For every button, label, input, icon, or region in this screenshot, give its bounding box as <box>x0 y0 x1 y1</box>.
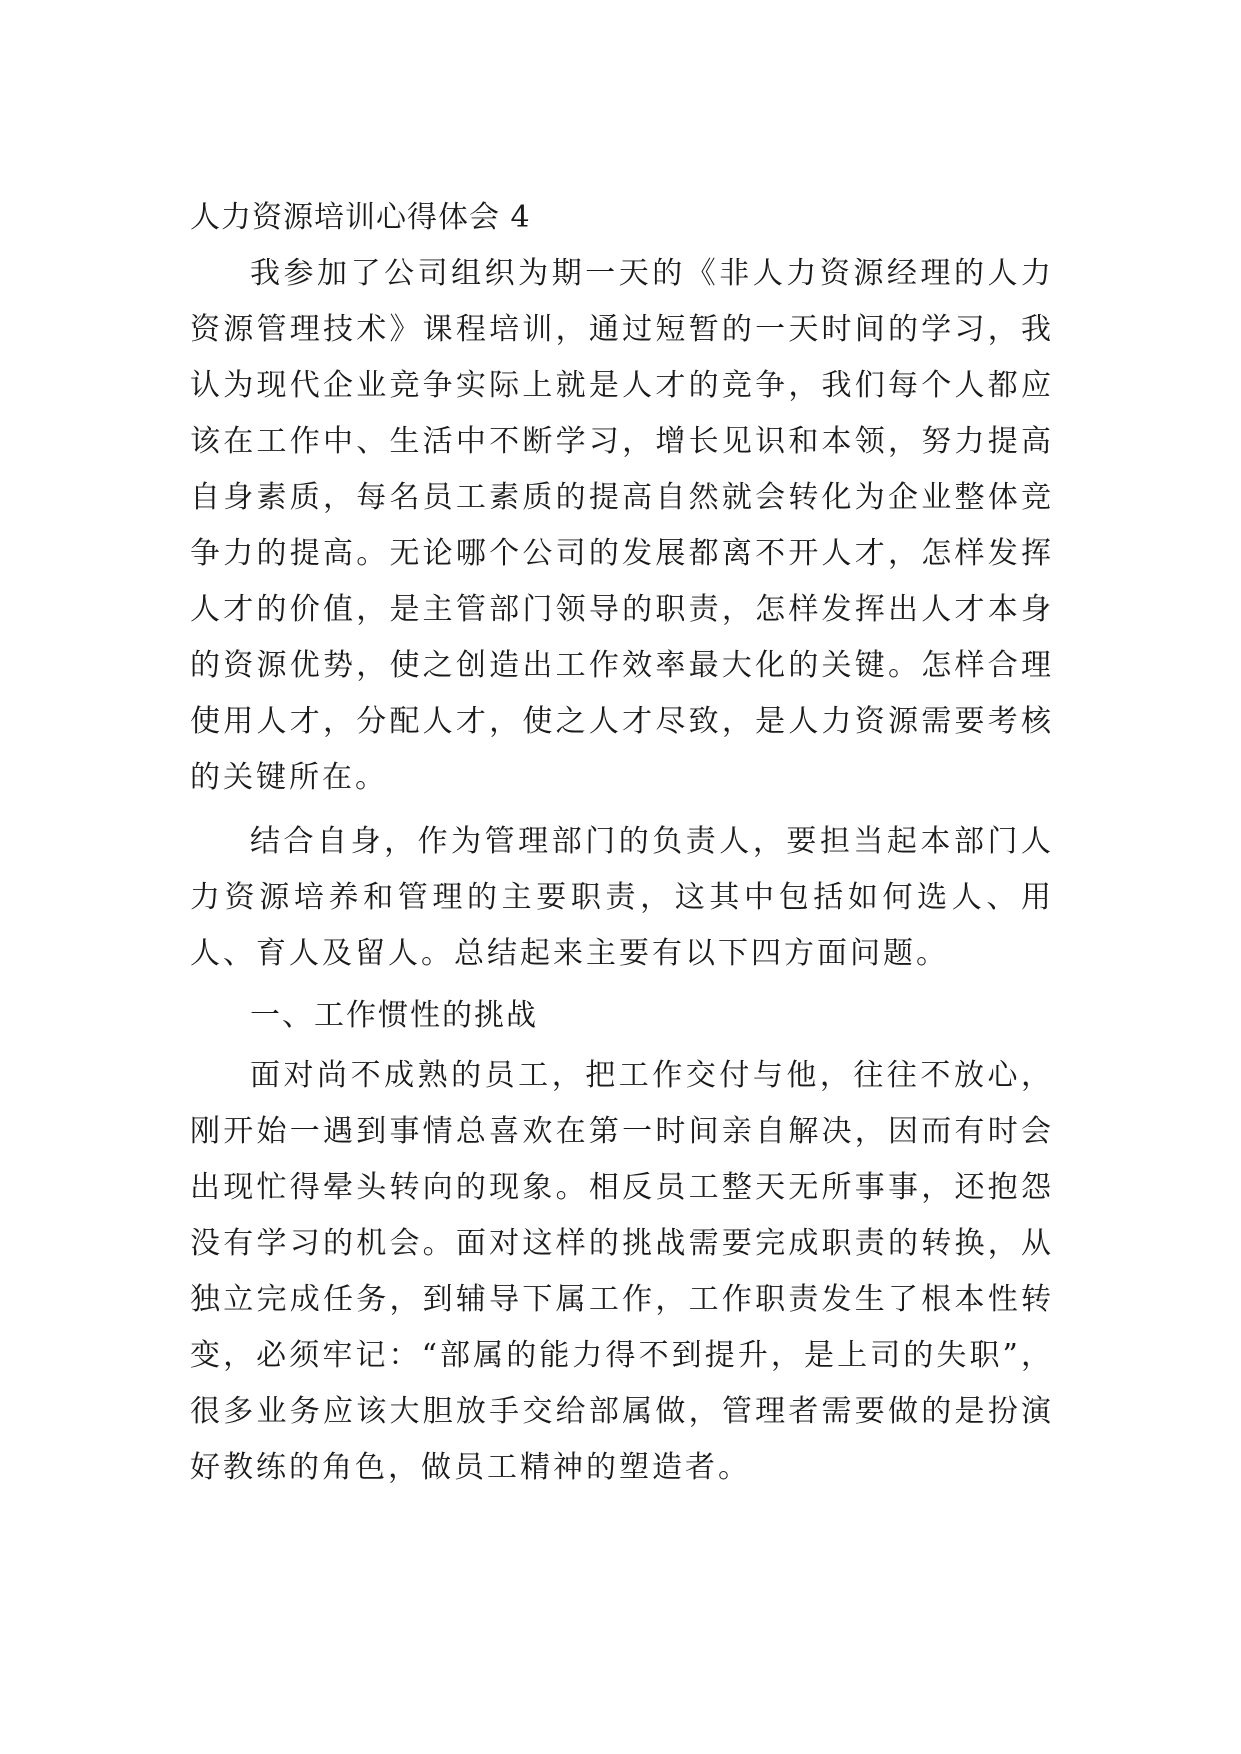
section-paragraph: 面对尚不成熟的员工，把工作交付与他，往往不放心，刚开始一遇到事情总喜欢在第一时间亲自解决，因而有时会出现忙得晕头转向的现象。相反员工整天无所事事，还抱怨没有学习的机会。面对这样的挑战需要完成职责的转换，从独立完成任务，到辅导下属工作，工作职责发生了根本性转变，必须牢记：“部属的能力得不到提升，是上司的失职”，很多业务应该大胆放手交给部属做，管理者需要做的是扮演好教练的角色，做员工精神的塑造者。 <box>190 1058 1054 1485</box>
paragraph-1: 我参加了公司组织为期一天的《非人力资源经理的人力资源管理技术》课程培训，通过短暂的一天时间的学习，我认为现代企业竞争实际上就是人才的竞争，我们每个人都应该在工作中、生活中不断学习，增长见识和本领，努力提高自身素质，每名员工素质的提高自然就会转化为企业整体竞争力的提高。无论哪个公司的发展都离不开人才，怎样发挥人才的价值，是主管部门领导的职责，怎样发挥出人才本身的资源优势，使之创造出工作效率最大化的关键。怎样合理使用人才，分配人才，使之人才尽致，是人力资源需要考核的关键所在。 <box>190 256 1054 795</box>
paragraph-2: 结合自身，作为管理部门的负责人，要担当起本部门人力资源培养和管理的主要职责，这其中包括如何选人、用人、育人及留人。总结起来主要有以下四方面问题。 <box>190 824 1054 971</box>
section-heading: 一、工作惯性的挑战 <box>250 998 538 1033</box>
document-title: 人力资源培训心得体会 4 <box>190 200 531 235</box>
document-page <box>190 190 1054 1496</box>
